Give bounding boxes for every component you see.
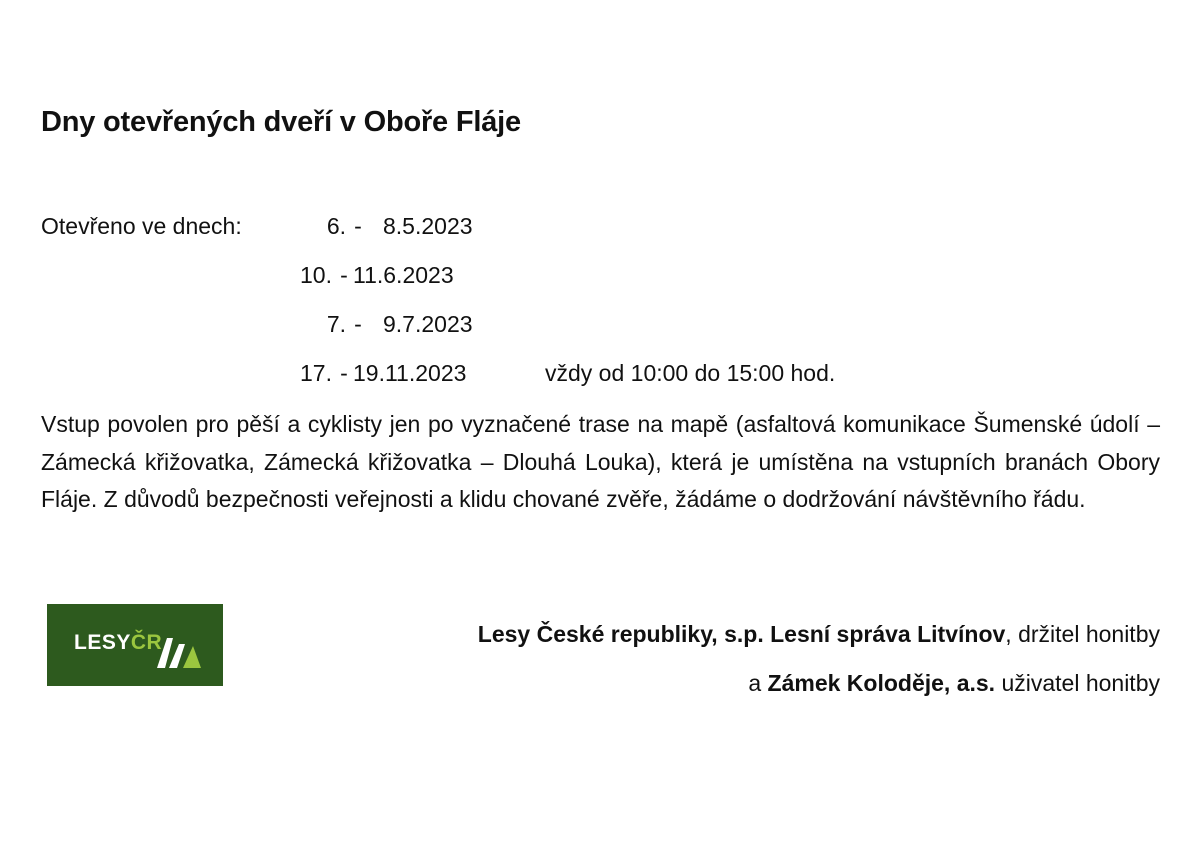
date-separator: - [340,262,348,288]
date-row [292,262,454,289]
date-separator: - [354,311,362,337]
date-separator: - [354,213,362,239]
footer-user-role: uživatel honitby [995,670,1160,696]
date-to: 8.5.2023 [383,213,473,239]
opening-hours: vždy od 10:00 do 15:00 hod. [545,360,836,386]
footer-user [748,670,1160,697]
date-row [292,213,473,240]
logo-wordmark [74,631,162,655]
lesy-cr-logo [47,604,223,686]
date-to: 9.7.2023 [383,311,473,337]
opening-label: Otevřeno ve dnech: [41,213,242,239]
date-from: 10. [300,262,332,288]
logo-text-main: LESY [74,631,131,654]
footer-owner-name: Lesy České republiky, s.p. Lesní správa Litvínov [477,621,1006,647]
footer-user-name: Zámek Koloděje, a.s. [767,670,996,696]
date-row [292,360,836,387]
footer-owner [478,621,1160,648]
footer-owner-role: , držitel honitby [1005,621,1160,647]
date-to: 11.6.2023 [353,262,454,288]
date-from: 6. [326,213,346,239]
date-row [292,311,473,338]
date-to: 19.11.2023 [353,360,467,386]
date-from: 7. [326,311,346,337]
tree-mark-icon [155,634,203,670]
date-from: 17. [300,360,332,386]
page-title: Dny otevřených dveří v Oboře Fláje [41,106,521,138]
visitor-notice: Vstup povolen pro pěší a cyklisty jen po vyznačené trase na mapě (asfaltová komunikace Šumenské údolí – Zámecká křižovatka, Zámecká křižovatka – Dlouhá Louka), která je umístěna na vstupních branách Obory Fláje. Z důvodů bezpečnosti veřejnosti a klidu chované zvěře, žádáme o dodržování návštěvního řádu. [41,411,1160,512]
date-separator: - [340,360,348,386]
logo-text-accent: ČR [130,631,163,654]
footer-user-prefix: a [748,670,768,696]
